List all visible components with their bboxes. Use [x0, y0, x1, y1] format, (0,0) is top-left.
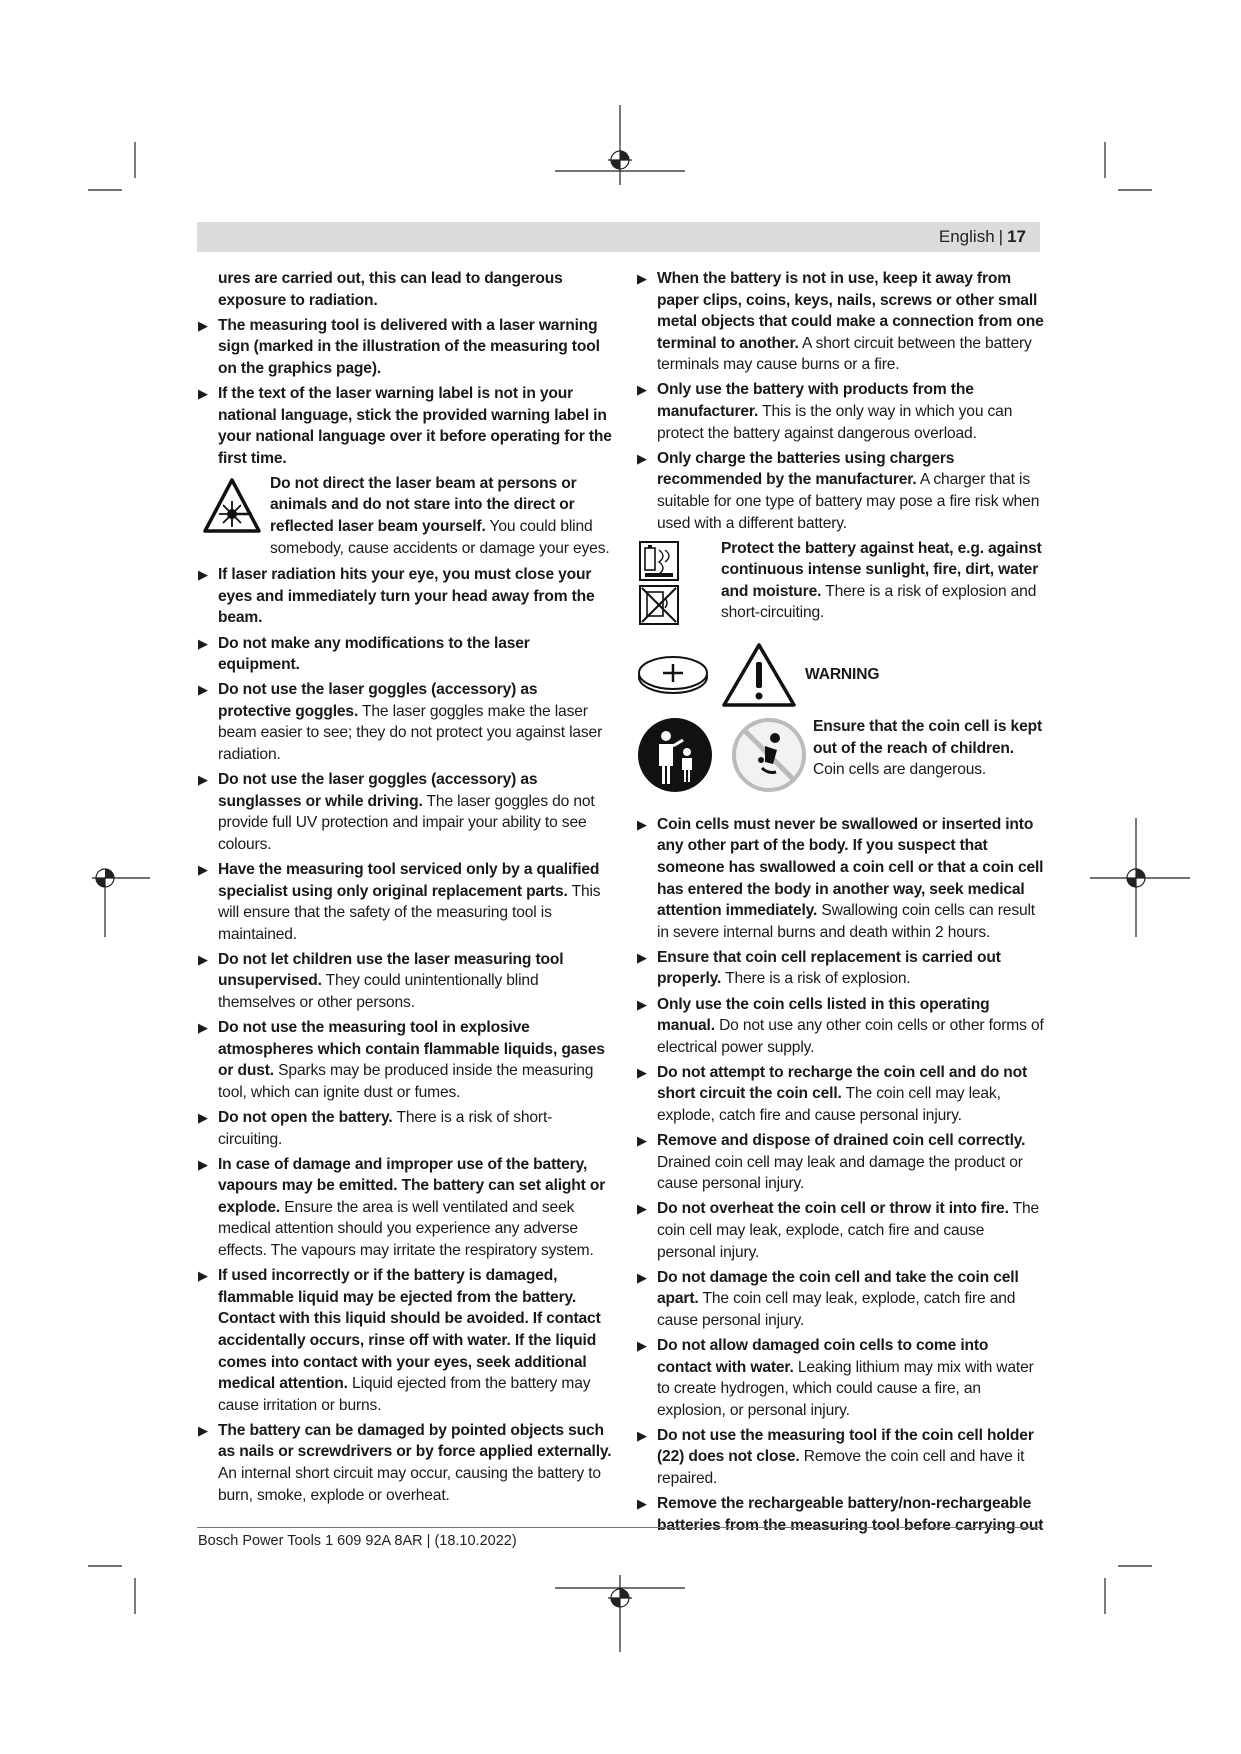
- item-bold: Do not use the laser goggles (accessory) as sunglasses or while driving.: [218, 771, 538, 810]
- heat-warning-icons: [637, 540, 717, 633]
- continuation-bold: ures are carried out, this can lead to dangerous exposure to radiation.: [218, 270, 563, 309]
- bullet-icon: ▶: [637, 271, 647, 286]
- item-text: A short circuit between the battery terminals may cause burns or a fire.: [657, 334, 1032, 374]
- bullet-icon: ▶: [198, 861, 208, 877]
- header-language: English: [938, 227, 995, 246]
- laser-warning-bold: Do not direct the laser beam at persons or animals and do not stare into the direct or reflected laser beam yourself.: [270, 474, 577, 536]
- item-bold: Only use the battery with products from the manufacturer.: [657, 381, 974, 421]
- list-item: [198, 1420, 612, 1506]
- item-bold: Do not let children use the laser measuring tool unsupervised.: [218, 950, 564, 990]
- item-text: The coin cell may leak, explode, catch fire and cause personal injury.: [657, 1085, 1001, 1125]
- item-bold: The measuring tool is delivered with a laser warning sign (marked in the illustration of the measuring tool on the graphics page).: [218, 316, 600, 377]
- bullet-icon: ▶: [198, 635, 208, 651]
- item-text: A charger that is suitable for one type of battery may pose a fire risk when used with a different battery.: [657, 471, 1040, 532]
- list-item: [198, 1154, 612, 1262]
- bullet-icon: ▶: [198, 1268, 208, 1284]
- list-item: [198, 633, 612, 676]
- list-item: [637, 1198, 1045, 1263]
- item-bold: Do not overheat the coin cell or throw it into fire.: [657, 1200, 1009, 1218]
- list-item: [637, 268, 1045, 376]
- list-item: [637, 1335, 1045, 1421]
- item-bold: Do not open the battery.: [218, 1108, 393, 1126]
- header-separator: |: [998, 227, 1004, 246]
- bullet-icon: ▶: [637, 1496, 647, 1512]
- bullet-icon: ▶: [637, 949, 647, 965]
- coin-cell-warning-row: [637, 642, 1045, 708]
- footer-rule: [197, 1527, 1040, 1528]
- item-text: This is the only way in which you can protect the battery against dangerous overload.: [657, 403, 1013, 442]
- page-header: [197, 222, 1040, 252]
- item-text: There is a risk of explosion.: [721, 970, 911, 988]
- list-item: [637, 994, 1045, 1059]
- page-number: 17: [1007, 227, 1026, 246]
- laser-warning-detail: You could blind somebody, cause accidents or damage your eyes.: [270, 518, 610, 557]
- children-warning-bold: Ensure that the coin cell is kept out of the reach of children.: [813, 718, 1043, 757]
- bullet-icon: ▶: [198, 317, 208, 333]
- bullet-icon: ▶: [637, 1269, 647, 1285]
- item-bold: In case of damage and improper use of the battery, vapours may be emitted. The battery can set alight or explode.: [218, 1155, 606, 1216]
- heat-warning-bold: Protect the battery against heat, e.g. against continuous intense sunlight, fire, dirt, water and moisture.: [721, 539, 1042, 600]
- item-bold: Remove the rechargeable battery/non-rechargeable batteries from the measuring tool before carrying out: [657, 1495, 1044, 1534]
- bullet-icon: ▶: [198, 1020, 208, 1036]
- item-text: There is a risk of short-circuiting.: [218, 1108, 553, 1148]
- laser-warning-block: [202, 473, 612, 559]
- item-text: Swallowing coin cells can result in severe internal burns and death within 2 hours.: [657, 902, 1035, 941]
- bullet-icon: ▶: [637, 816, 647, 832]
- item-text: Liquid ejected from the battery may cause irritation or burns.: [218, 1375, 591, 1414]
- item-text: An internal short circuit may occur, causing the battery to burn, smoke, explode or overheat.: [218, 1464, 601, 1504]
- children-warning-detail: Coin cells are dangerous.: [813, 761, 987, 779]
- children-warning-icons: [637, 716, 813, 801]
- list-item: [198, 949, 612, 1014]
- laser-warning-icon: [202, 477, 264, 542]
- item-bold: Ensure that coin cell replacement is carried out properly.: [657, 948, 1001, 988]
- bullet-icon: ▶: [637, 1201, 647, 1217]
- bullet-icon: ▶: [637, 1427, 647, 1443]
- list-item: [637, 1425, 1045, 1490]
- bullet-icon: ▶: [637, 450, 647, 466]
- bullet-icon: ▶: [637, 1133, 647, 1149]
- bullet-icon: ▶: [637, 1064, 647, 1080]
- item-text: Sparks may be produced inside the measuring tool, which can ignite dust or fumes.: [218, 1062, 594, 1101]
- heat-warning-text: [721, 538, 1045, 624]
- warning-triangle-icon: [721, 642, 797, 708]
- bullet-icon: ▶: [198, 682, 208, 698]
- item-bold: If laser radiation hits your eye, you must close your eyes and immediately turn your head away from the beam.: [218, 566, 595, 627]
- item-bold: Coin cells must never be swallowed or inserted into any other part of the body. If you suspect that someone has swallowed a coin cell or that a coin cell has entered the body in another way, seek medical attention immediately.: [657, 815, 1044, 920]
- item-text: They could unintentionally blind themselves or other persons.: [218, 972, 539, 1011]
- list-item: [198, 564, 612, 629]
- heat-warning-detail: There is a risk of explosion and short-circuiting.: [721, 582, 1037, 622]
- list-item: [637, 1493, 1045, 1536]
- no-swallow-coin-cell-icon: [734, 720, 804, 790]
- item-bold: Do not allow damaged coin cells to come into contact with water.: [657, 1336, 989, 1376]
- list-item: [637, 814, 1045, 944]
- item-bold: Only charge the batteries using chargers recommended by the manufacturer.: [657, 449, 955, 489]
- item-text: The coin cell may leak, explode, catch fire and cause personal injury.: [657, 1200, 1040, 1261]
- item-bold: When the battery is not in use, keep it away from paper clips, coins, keys, nails, screws or other small metal objects that could make a connection from one terminal to another.: [657, 270, 1044, 352]
- item-bold: The battery can be damaged by pointed objects such as nails or screwdrivers or by force applied externally.: [218, 1421, 612, 1461]
- list-item: [637, 947, 1045, 990]
- item-text: Do not use any other coin cells or other forms of electrical power supply.: [657, 1017, 1044, 1056]
- battery-heat-icon: [637, 540, 681, 626]
- bullet-icon: ▶: [637, 996, 647, 1012]
- item-text: The laser goggles do not provide full UV protection and impair your ability to see colours.: [218, 792, 595, 853]
- item-text: Leaking lithium may mix with water to create hydrogen, which could cause a fire, an explosion, or personal injury.: [657, 1358, 1034, 1419]
- keep-away-children-icon: [638, 718, 712, 792]
- list-item: [198, 859, 612, 945]
- bullet-icon: ▶: [198, 385, 208, 401]
- page-footer: Bosch Power Tools 1 609 92A 8AR | (18.10.2022): [198, 1533, 517, 1549]
- item-bold: Have the measuring tool serviced only by a qualified specialist using only original replacement parts.: [218, 860, 600, 900]
- item-bold: Do not attempt to recharge the coin cell and do not short circuit the coin cell.: [657, 1063, 1028, 1103]
- bullet-icon: ▶: [198, 772, 208, 788]
- list-item: [637, 1062, 1045, 1127]
- item-bold: Remove and dispose of drained coin cell correctly.: [657, 1132, 1026, 1150]
- list-item: [637, 448, 1045, 534]
- children-warning-text: [813, 716, 1045, 781]
- item-text: Drained coin cell may leak and damage the product or cause personal injury.: [657, 1153, 1023, 1193]
- list-item: [198, 1107, 612, 1150]
- item-text: The coin cell may leak, explode, catch fire and cause personal injury.: [657, 1290, 1016, 1329]
- item-bold: If the text of the laser warning label is not in your national language, stick the provided warning label in your national language over it before operating for the first time.: [218, 384, 612, 467]
- bullet-icon: ▶: [637, 1337, 647, 1353]
- bullet-icon: ▶: [198, 1156, 208, 1172]
- list-item: [637, 379, 1045, 444]
- item-bold: Do not use the measuring tool if the coin cell holder (22) does not close.: [657, 1426, 1034, 1466]
- bullet-icon: ▶: [198, 951, 208, 967]
- bullet-icon: ▶: [637, 382, 647, 398]
- item-bold: Only use the coin cells listed in this operating manual.: [657, 995, 990, 1035]
- list-item: [198, 1265, 612, 1416]
- coin-cell-icon: [637, 654, 709, 696]
- item-bold: Do not damage the coin cell and take the coin cell apart.: [657, 1268, 1019, 1308]
- list-item: [198, 315, 612, 380]
- bullet-icon: ▶: [198, 1109, 208, 1125]
- continuation-text: [198, 268, 612, 311]
- left-column: [198, 268, 612, 1510]
- header-text: [939, 227, 1026, 247]
- heat-warning-block: [637, 538, 1045, 633]
- children-warning-block: [637, 716, 1045, 801]
- item-text: This will ensure that the safety of the measuring tool is maintained.: [218, 882, 601, 943]
- list-item: [198, 679, 612, 765]
- item-bold: If used incorrectly or if the battery is damaged, flammable liquid may be ejected from the battery. Contact with this liquid should be avoided. If contact accidentally occurs, rinse off with water. If the liquid comes into contact with your eyes, seek additional medical attention.: [218, 1267, 601, 1393]
- item-bold: Do not use the laser goggles (accessory) as protective goggles.: [218, 681, 538, 720]
- warning-label: WARNING: [805, 666, 880, 684]
- item-bold: Do not use the measuring tool in explosive atmospheres which contain flammable liquids, gases or dust.: [218, 1019, 605, 1080]
- list-item: [198, 769, 612, 855]
- list-item: [637, 1130, 1045, 1195]
- list-item: [637, 1267, 1045, 1332]
- item-text: Ensure the area is well ventilated and seek medical attention should you experience any adverse effects. The vapours may irritate the respiratory system.: [218, 1198, 594, 1260]
- item-bold: Do not make any modifications to the laser equipment.: [218, 634, 530, 674]
- list-item: [198, 383, 612, 469]
- right-column: [637, 268, 1045, 1540]
- bullet-icon: ▶: [198, 1422, 208, 1438]
- item-text: The laser goggles make the laser beam easier to see; they do not protect you against laser radiation.: [218, 702, 603, 763]
- laser-warning-text: [270, 473, 612, 559]
- item-text: Remove the coin cell and have it repaired.: [657, 1448, 1025, 1488]
- bullet-icon: ▶: [198, 567, 208, 583]
- list-item: [198, 1017, 612, 1103]
